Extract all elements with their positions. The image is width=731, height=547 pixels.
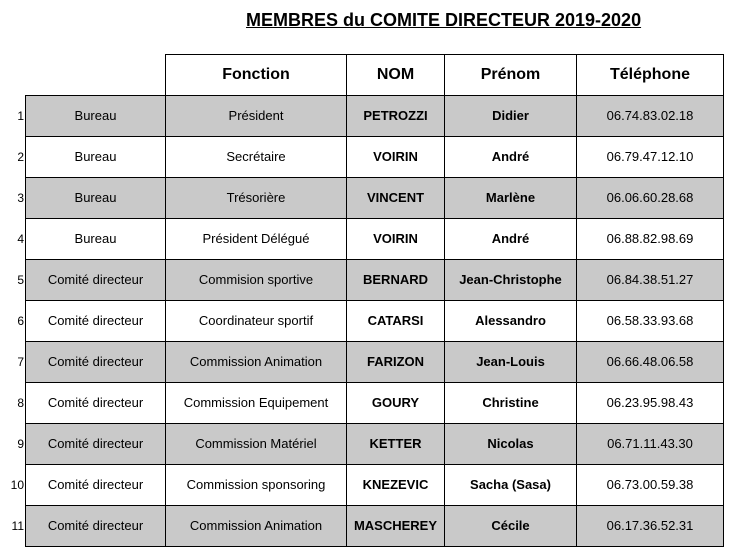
cell-fonction: Coordinateur sportif xyxy=(166,300,347,341)
row-number: 10 xyxy=(10,477,24,492)
table-row xyxy=(5,177,724,218)
cell-nom: FARIZON xyxy=(347,341,445,382)
table-row xyxy=(5,423,724,464)
table-header-row xyxy=(5,55,724,96)
row-number: 11 xyxy=(11,518,24,533)
cell-groupe: Comité directeur xyxy=(26,341,166,382)
cell-telephone: 06.66.48.06.58 xyxy=(577,341,724,382)
cell-fonction: Secrétaire xyxy=(166,136,347,177)
table-row xyxy=(5,259,724,300)
row-number: 1 xyxy=(17,108,24,123)
cell-telephone: 06.84.38.51.27 xyxy=(577,259,724,300)
cell-groupe: Comité directeur xyxy=(26,464,166,505)
cell-prenom: Marlène xyxy=(445,177,577,218)
row-number: 2 xyxy=(17,149,24,164)
row-number: 9 xyxy=(17,436,24,451)
cell-telephone: 06.73.00.59.38 xyxy=(577,464,724,505)
header-empty-cell xyxy=(26,55,166,96)
cell-fonction: Commission Animation xyxy=(166,341,347,382)
cell-prenom: André xyxy=(445,218,577,259)
row-number: 8 xyxy=(17,395,24,410)
cell-groupe: Comité directeur xyxy=(26,300,166,341)
cell-groupe: Comité directeur xyxy=(26,259,166,300)
cell-groupe: Bureau xyxy=(26,218,166,259)
cell-fonction: Trésorière xyxy=(166,177,347,218)
cell-prenom: Alessandro xyxy=(445,300,577,341)
cell-nom: VOIRIN xyxy=(347,218,445,259)
cell-prenom: Christine xyxy=(445,382,577,423)
table-row xyxy=(5,505,724,546)
row-number: 3 xyxy=(17,190,24,205)
table-row xyxy=(5,464,724,505)
cell-nom: KETTER xyxy=(347,423,445,464)
cell-telephone: 06.23.95.98.43 xyxy=(577,382,724,423)
header-nom: NOM xyxy=(347,55,445,96)
cell-prenom: Jean-Louis xyxy=(445,341,577,382)
cell-groupe: Comité directeur xyxy=(26,505,166,546)
table-row xyxy=(5,218,724,259)
row-number: 4 xyxy=(17,231,24,246)
cell-groupe: Bureau xyxy=(26,136,166,177)
header-prenom: Prénom xyxy=(445,55,577,96)
cell-groupe: Bureau xyxy=(26,95,166,136)
cell-nom: VINCENT xyxy=(347,177,445,218)
members-table xyxy=(5,54,724,547)
cell-fonction: Président Délégué xyxy=(166,218,347,259)
page-title: MEMBRES du COMITE DIRECTEUR 2019-2020 xyxy=(246,10,642,30)
cell-fonction: Commission Equipement xyxy=(166,382,347,423)
cell-telephone: 06.17.36.52.31 xyxy=(577,505,724,546)
cell-telephone: 06.74.83.02.18 xyxy=(577,95,724,136)
table-row xyxy=(5,300,724,341)
table-row xyxy=(5,136,724,177)
cell-telephone: 06.79.47.12.10 xyxy=(577,136,724,177)
cell-prenom: Cécile xyxy=(445,505,577,546)
cell-nom: GOURY xyxy=(347,382,445,423)
table-row xyxy=(5,382,724,423)
cell-nom: MASCHEREY xyxy=(347,505,445,546)
header-spacer xyxy=(5,55,26,96)
cell-prenom: Nicolas xyxy=(445,423,577,464)
cell-nom: PETROZZI xyxy=(347,95,445,136)
cell-fonction: Commission sponsoring xyxy=(166,464,347,505)
cell-nom: VOIRIN xyxy=(347,136,445,177)
cell-groupe: Bureau xyxy=(26,177,166,218)
cell-prenom: Sacha (Sasa) xyxy=(445,464,577,505)
cell-nom: KNEZEVIC xyxy=(347,464,445,505)
cell-fonction: Commission Animation xyxy=(166,505,347,546)
cell-telephone: 06.58.33.93.68 xyxy=(577,300,724,341)
header-telephone: Téléphone xyxy=(577,55,724,96)
cell-prenom: André xyxy=(445,136,577,177)
table-row xyxy=(5,95,724,136)
cell-nom: BERNARD xyxy=(347,259,445,300)
cell-nom: CATARSI xyxy=(347,300,445,341)
row-number: 7 xyxy=(17,354,24,369)
cell-prenom: Jean-Christophe xyxy=(445,259,577,300)
cell-fonction: Commission Matériel xyxy=(166,423,347,464)
row-number: 5 xyxy=(17,272,24,287)
cell-groupe: Comité directeur xyxy=(26,423,166,464)
table-row xyxy=(5,341,724,382)
cell-telephone: 06.71.11.43.30 xyxy=(577,423,724,464)
cell-telephone: 06.06.60.28.68 xyxy=(577,177,724,218)
cell-fonction: Président xyxy=(166,95,347,136)
cell-groupe: Comité directeur xyxy=(26,382,166,423)
row-number: 6 xyxy=(17,313,24,328)
cell-telephone: 06.88.82.98.69 xyxy=(577,218,724,259)
cell-prenom: Didier xyxy=(445,95,577,136)
cell-fonction: Commision sportive xyxy=(166,259,347,300)
header-fonction: Fonction xyxy=(166,55,347,96)
